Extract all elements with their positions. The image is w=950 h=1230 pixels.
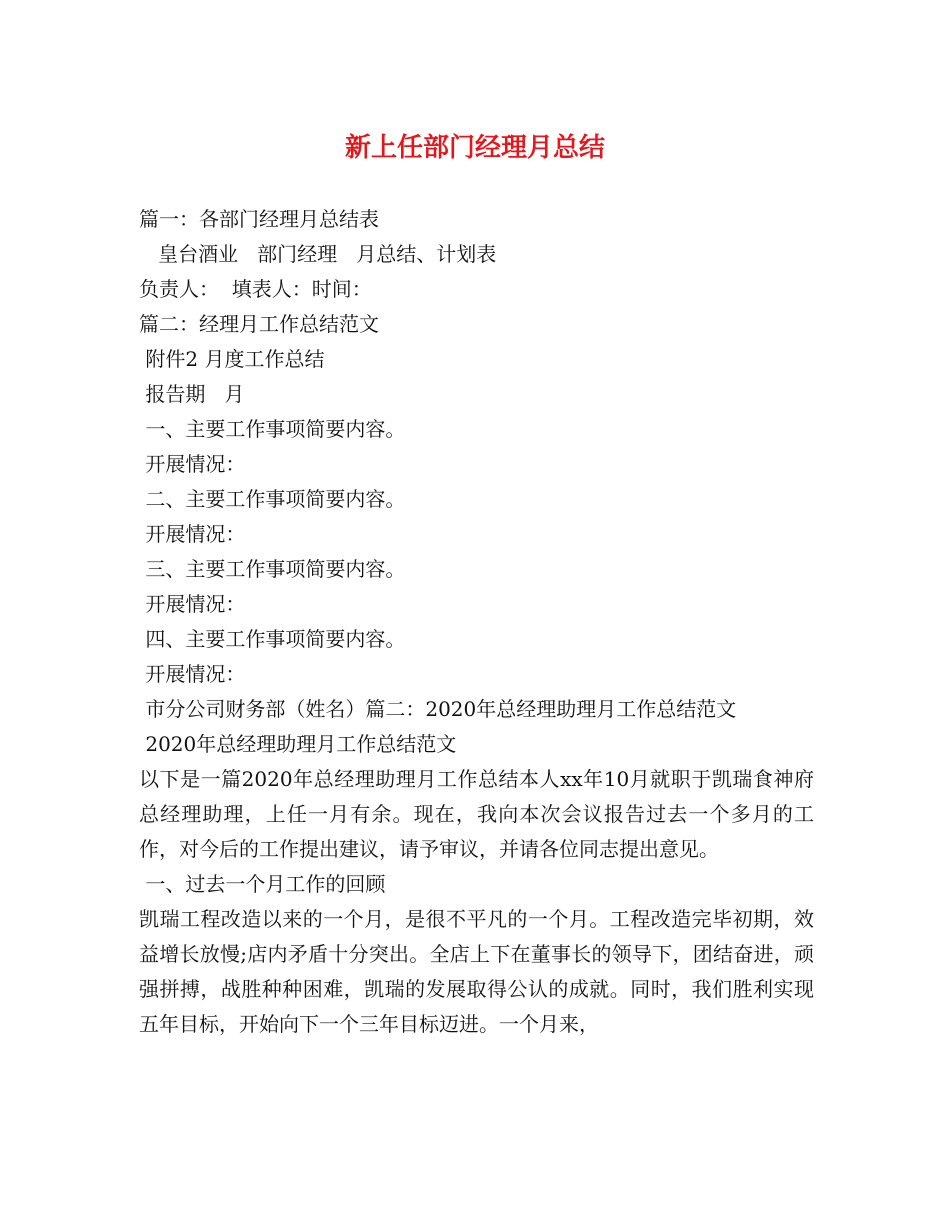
text-line: 篇一：各部门经理月总结表 xyxy=(139,207,379,231)
text-line: 四、主要工作事项简要内容。 xyxy=(139,627,406,651)
text-line: 篇二：经理月工作总结范文 xyxy=(139,312,379,336)
text-line: 三、主要工作事项简要内容。 xyxy=(139,557,406,581)
text-line: 附件2 月度工作总结 xyxy=(139,347,325,371)
document-body xyxy=(139,202,814,1042)
text-line: 市分公司财务部（姓名）篇二：2020年总经理助理月工作总结范文 xyxy=(139,697,737,721)
paragraph-intro: 以下是一篇2020年总经理助理月工作总结本人xx年10月就职于凯瑞食神府总经理助理，上任一月有余。现在，我向本次会议报告过去一个多月的工作，对今后的工作提出建议，请予审议，并请各位同志提出意见。 xyxy=(139,767,814,861)
text-line: 开展情况： xyxy=(139,662,246,686)
paragraph-review: 凯瑞工程改造以来的一个月，是很不平凡的一个月。工程改造完毕初期，效益增长放慢;店内矛盾十分突出。全店上下在董事长的领导下，团结奋进，顽强拼搏，战胜种种困难，凯瑞的发展取得公认的成就。同时，我们胜利实现五年目标，开始向下一个三年目标迈进。一个月来， xyxy=(139,907,814,1036)
text-line: 开展情况： xyxy=(139,452,246,476)
text-line: 二、主要工作事项简要内容。 xyxy=(139,487,406,511)
text-line: 报告期 月 xyxy=(139,382,245,406)
text-line: 一、主要工作事项简要内容。 xyxy=(139,417,406,441)
document-title: 新上任部门经理月总结 xyxy=(344,133,605,163)
text-line: 2020年总经理助理月工作总结范文 xyxy=(139,732,457,756)
text-line: 开展情况： xyxy=(139,592,246,616)
section-heading: 一、过去一个月工作的回顾 xyxy=(139,872,386,896)
text-line: 负责人： 填表人：时间： xyxy=(139,277,372,301)
text-line: 皇台酒业 部门经理 月总结、计划表 xyxy=(139,242,497,266)
text-line: 开展情况： xyxy=(139,522,246,546)
